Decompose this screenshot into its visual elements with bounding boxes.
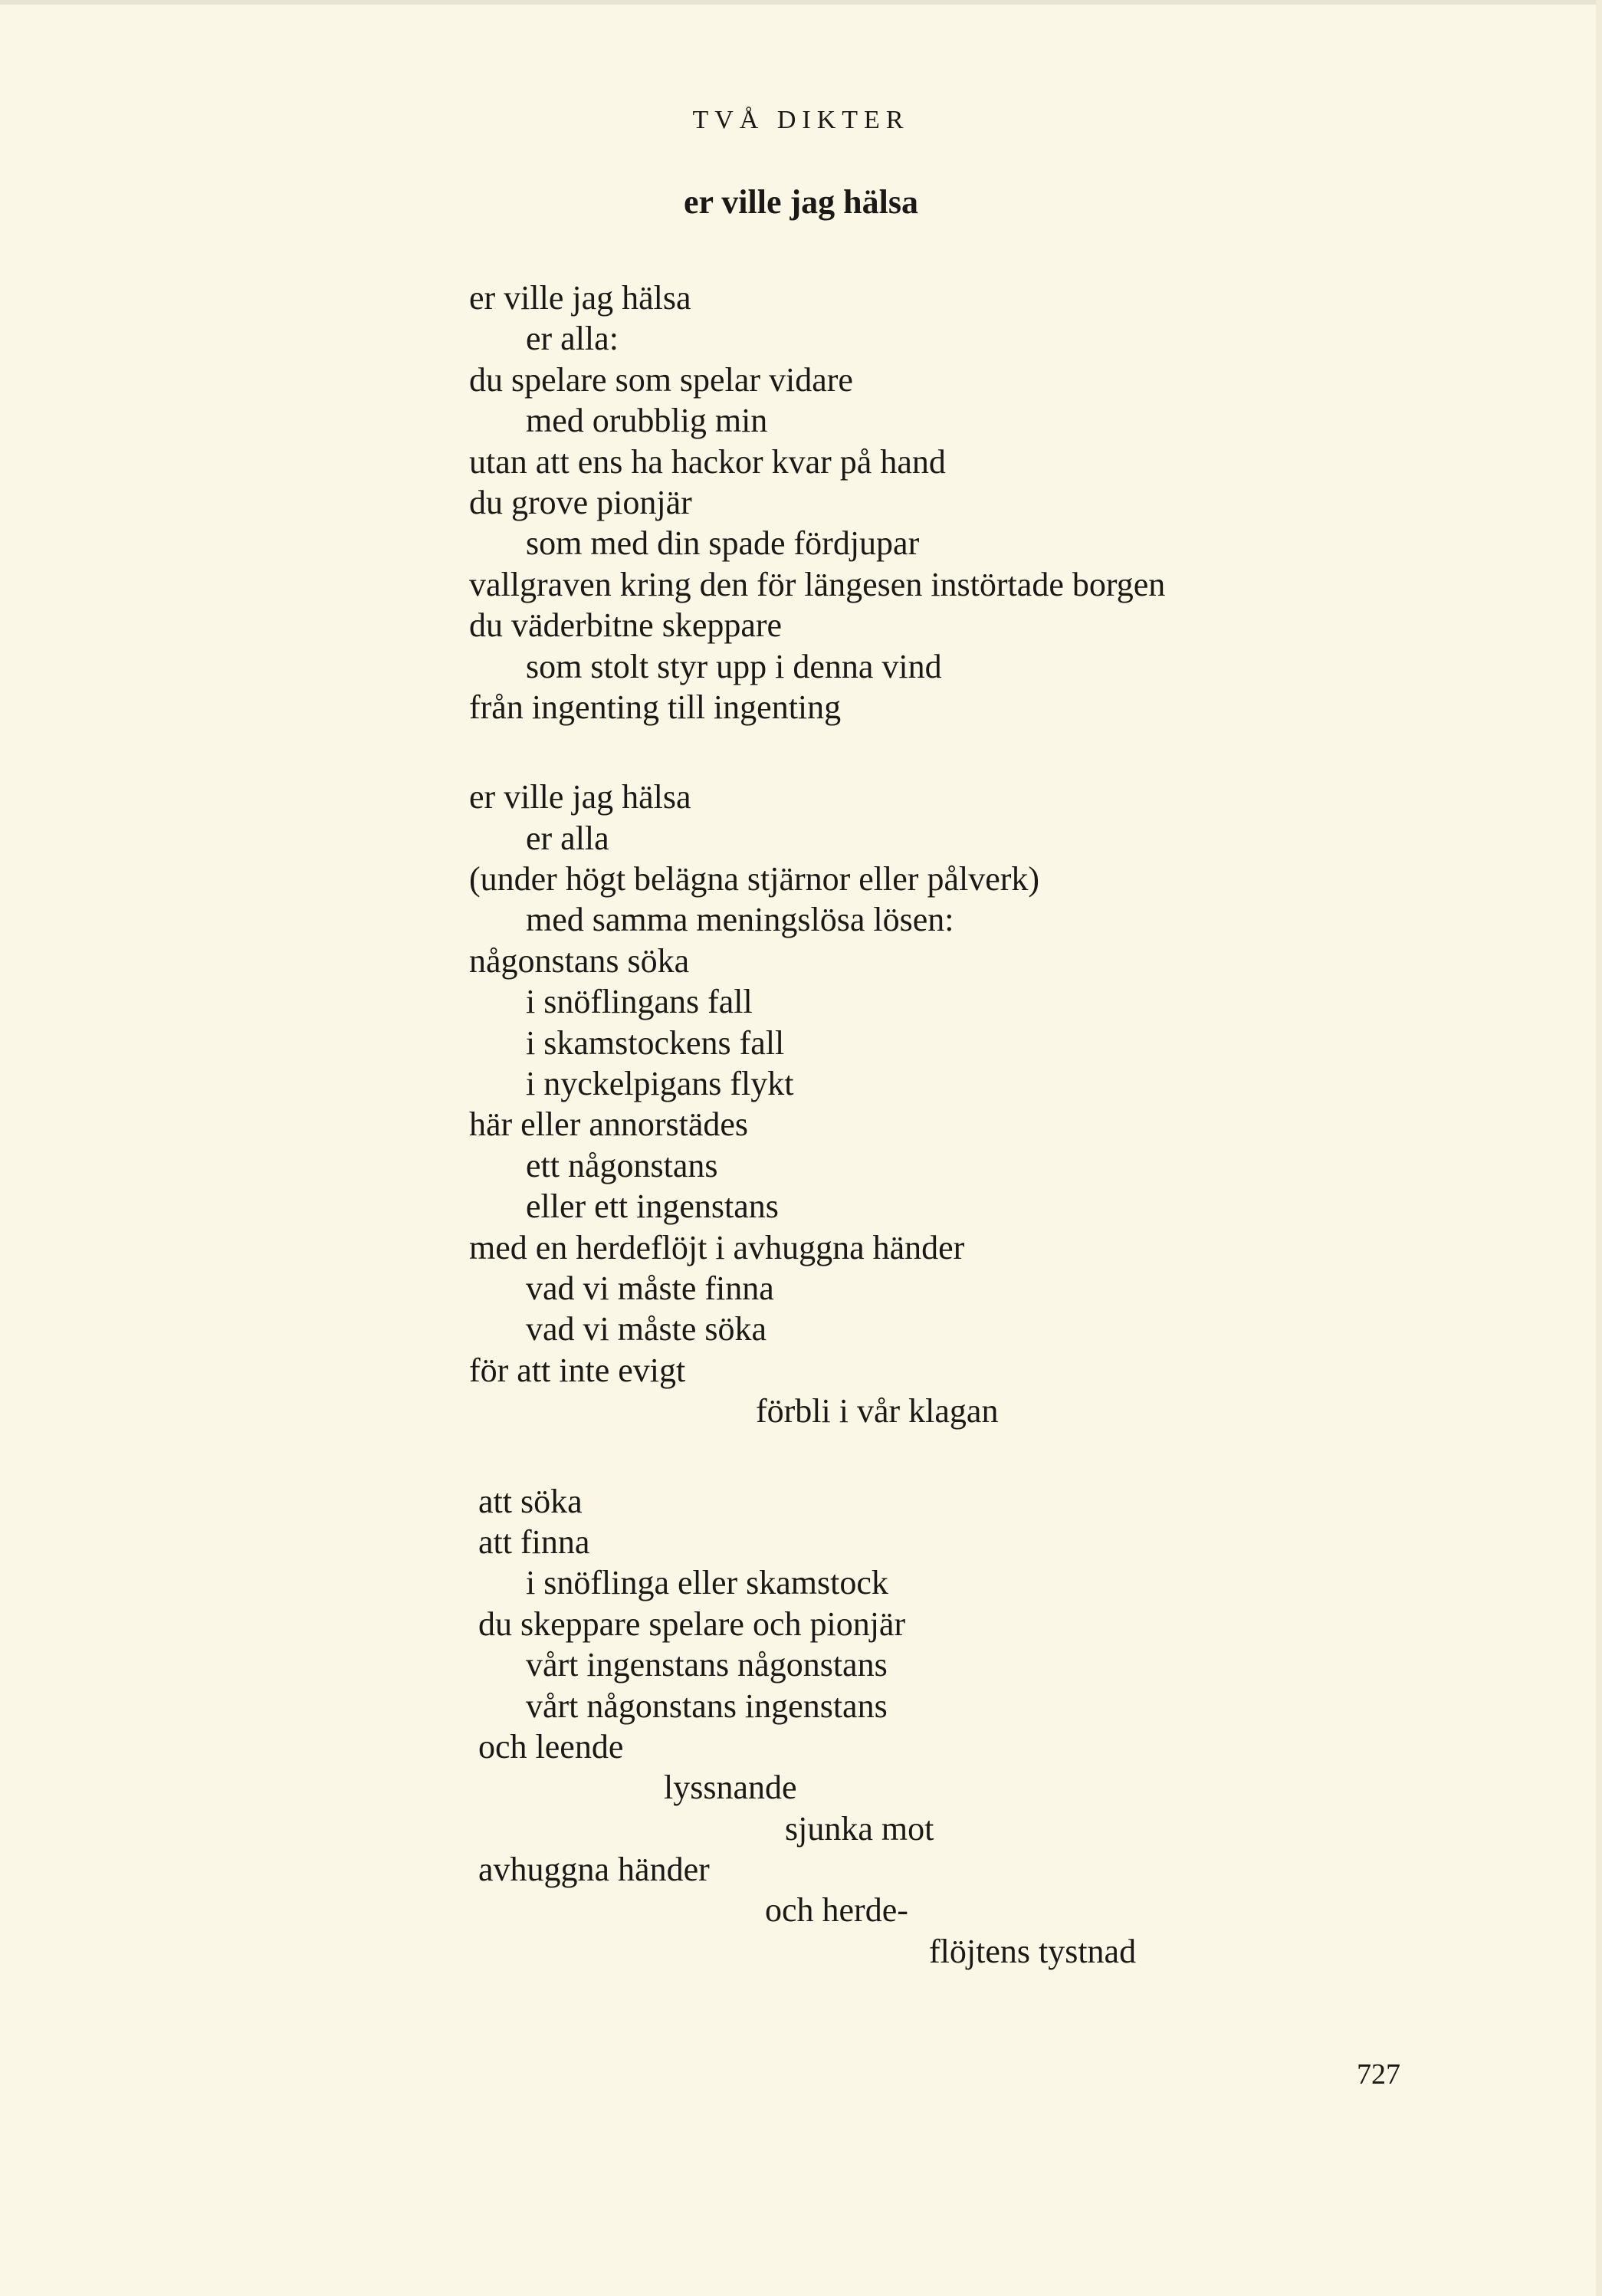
poem-line: er alla:: [526, 320, 619, 358]
poem-line: som stolt styr upp i denna vind: [526, 647, 942, 685]
poem-title: er ville jag hälsa: [684, 183, 918, 221]
poem-line: att finna: [478, 1522, 590, 1561]
poem-line: någonstans söka: [469, 941, 690, 980]
poem-line: och herde-: [765, 1891, 908, 1930]
poem-line: vad vi måste finna: [526, 1269, 774, 1307]
poem-line: er alla: [526, 819, 609, 857]
poem-line: vallgraven kring den för längesen instörtade borgen: [469, 565, 1166, 603]
poem-line: vårt någonstans ingenstans: [526, 1687, 888, 1725]
poem-line: i snöflingans fall: [526, 983, 753, 1021]
poem-line: i snöflinga eller skamstock: [526, 1564, 888, 1602]
poem-line: och leende: [478, 1727, 624, 1766]
poem-line: lyssnande: [664, 1769, 797, 1807]
poem-line: vad vi måste söka: [526, 1310, 767, 1348]
stanza-3: [469, 1481, 1542, 1972]
poem-line: här eller annorstädes: [469, 1105, 749, 1144]
poem-body: [469, 278, 1542, 1972]
poem-line: er ville jag hälsa: [469, 279, 691, 317]
poem-line: utan att ens ha hackor kvar på hand: [469, 442, 946, 481]
poem-line: du grove pionjär: [469, 483, 692, 521]
poem-line: att söka: [478, 1482, 583, 1520]
poem-line: i nyckelpigans flykt: [526, 1065, 794, 1103]
page-edge-top: [0, 0, 1602, 5]
poem-line: vårt ingenstans någonstans: [526, 1646, 888, 1684]
poem-line: förbli i vår klagan: [756, 1392, 999, 1430]
stanza-break: [469, 728, 1542, 777]
stanza-2: [469, 777, 1542, 1431]
poem-line: er ville jag hälsa: [469, 778, 691, 816]
poem-line: med samma meningslösa lösen:: [526, 901, 954, 939]
running-head: TVÅ DIKTER: [692, 106, 910, 134]
page-number: 727: [1357, 2058, 1400, 2091]
poem-line: med en herdeflöjt i avhuggna händer: [469, 1228, 965, 1266]
poem-line: du spelare som spelar vidare: [469, 360, 853, 399]
poem-line: sjunka mot: [785, 1809, 934, 1848]
poem-line: du skeppare spelare och pionjär: [478, 1605, 906, 1643]
poem-line: du väderbitne skeppare: [469, 606, 783, 645]
stanza-break: [469, 1432, 1542, 1481]
poem-line: (under högt belägna stjärnor eller pålverk): [469, 860, 1040, 898]
poem-line: som med din spade fördjupar: [526, 524, 920, 563]
poem-line: i skamstockens fall: [526, 1023, 785, 1062]
stanza-1: [469, 278, 1542, 728]
poem-line: från ingenting till ingenting: [469, 688, 842, 726]
poem-line: avhuggna händer: [478, 1851, 710, 1889]
page-edge-right: [1596, 0, 1602, 2296]
poem-line: eller ett ingenstans: [526, 1187, 779, 1226]
poem-line: för att inte evigt: [469, 1351, 686, 1389]
poem-line: ett någonstans: [526, 1146, 718, 1184]
poem-line: med orubblig min: [526, 402, 768, 440]
poem-line: flöjtens tystnad: [929, 1932, 1137, 1970]
